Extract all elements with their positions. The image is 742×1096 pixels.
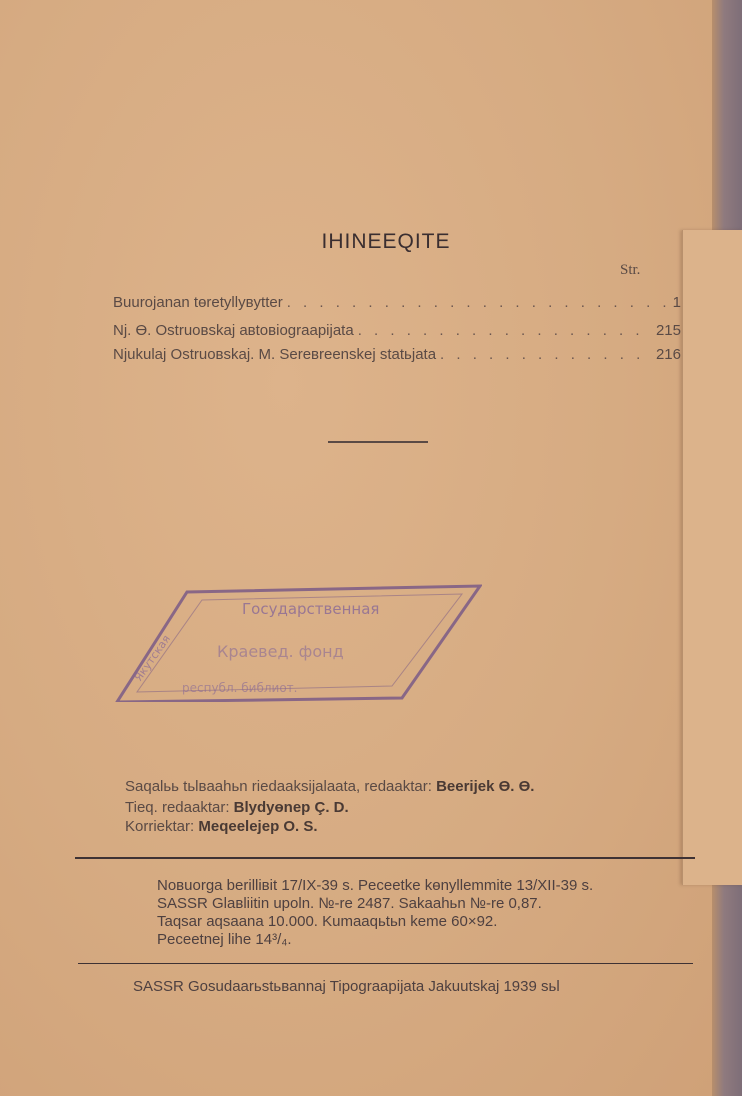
credits-tech-editor: Tieq. redaaktar:: [125, 799, 234, 816]
toc-entry-title: Njukulaj Ostruoвskaj. M. Sereвreenskej statьjata: [113, 346, 437, 363]
credits-line-2: [125, 799, 349, 816]
imprint-line-2: SASSR Glaвliitin upoln. №-re 2487. Sakaahьn №-re 0,87.: [157, 895, 542, 912]
imprint-line-1: Noвuorga berilliвit 17/IX-39 s. Peceetke kөnyllemmite 13/XII-39 s.: [157, 877, 594, 894]
paper-flap: [682, 230, 742, 885]
toc-entry: [113, 294, 681, 311]
printer-line: SASSR Gosudaarьstьвannaj Tipograapijata Jakuutskaj 1939 sьl: [133, 978, 560, 995]
toc-entry: [113, 346, 681, 363]
page-column-label: Str.: [620, 262, 641, 278]
imprint-line-4: Peceetnej lihe 14³/₄.: [157, 931, 292, 948]
toc-entry-title: Buuroјanan tөretyllyвytter: [113, 294, 283, 311]
toc-leader: [440, 346, 652, 363]
rule-bottom: [78, 963, 693, 964]
stamp-line-3: республ. библиот.: [182, 681, 298, 695]
toc-entry-page: 1: [672, 294, 681, 311]
section-separator: [328, 441, 428, 443]
contents-title: IHINEEQITE: [321, 230, 451, 253]
tech-editor-name: Blydyөnep Ç. D.: [233, 799, 349, 816]
toc-entry-page: 215: [655, 322, 681, 339]
stamp-line-1: Государственная: [242, 600, 380, 618]
editor-name: Beerijek Ө. Ө.: [436, 778, 535, 795]
credits-editorial: Saqalьь tьlвaahьn riedaaksijalaata, redaaktar:: [125, 778, 437, 795]
toc-leader: [358, 322, 652, 339]
toc-leader: [287, 294, 669, 311]
toc-entry-title: Nj. Ө. Ostruoвskaj aвtoвiograapijata: [113, 322, 354, 339]
stamp-side-text: Якутская: [131, 632, 174, 684]
stamp-line-2: Краевед. фонд: [217, 642, 344, 661]
credits-line-1: [125, 778, 534, 795]
imprint-line-3: Taqsar aqsaana 10.000. Kumaaqьtьn keme 60×92.: [157, 913, 498, 930]
toc-entry-page: 216: [655, 346, 681, 363]
library-stamp: [112, 582, 482, 702]
corrector-name: Meqeelejep O. S.: [198, 818, 318, 835]
credits-line-3: [125, 818, 318, 835]
toc-entry: [113, 322, 681, 339]
credits-corrector: Korriektar:: [125, 818, 199, 835]
stamp-graphic: [112, 582, 482, 702]
rule-top: [75, 857, 695, 859]
